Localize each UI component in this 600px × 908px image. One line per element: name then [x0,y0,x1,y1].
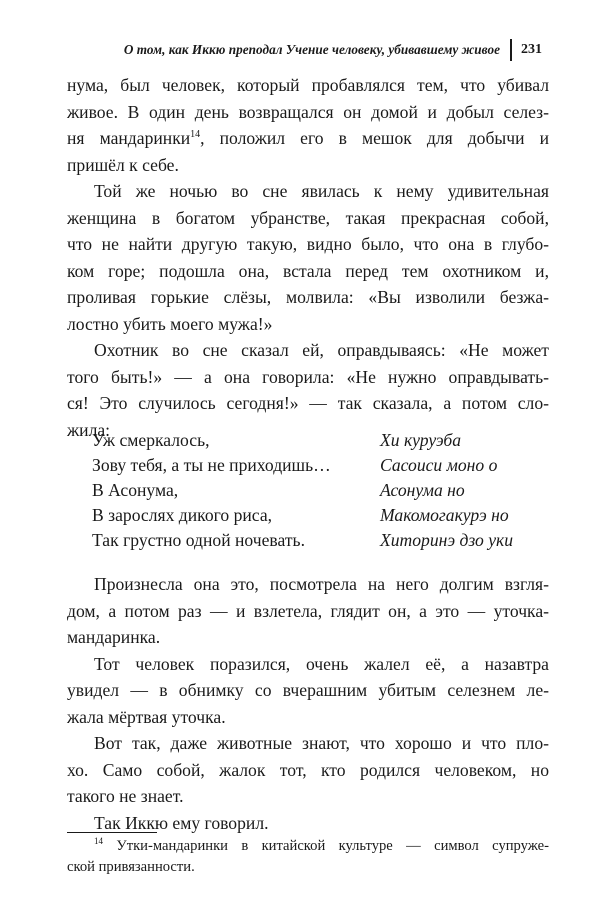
poem-japanese-line: Асонума но [380,480,465,500]
poem-japanese-line: Сасоиси моно о [380,455,498,475]
paragraph-5 [67,651,549,731]
poem-russian-line: В Асонума, [92,480,179,500]
text-line: Охотник во сне сказал ей, оправдываясь: «Не может [94,340,549,360]
poem [92,428,562,553]
header-divider [510,39,512,61]
paragraph-1 [67,72,549,178]
poem-japanese-line: Хиторинэ дзо уки [380,530,514,550]
text-line: того быть!» — а она говорила: «Не нужно оправдывать- [67,366,549,387]
main-text [67,72,549,443]
poem-row [92,503,562,528]
poem-russian-line: В зарослях дикого риса, [92,505,273,525]
text-line: живое. В один день возвращался он домой и добыл селез- [67,101,549,122]
paragraph-4 [67,571,549,651]
poem-japanese-line: Макомогакурэ но [380,505,509,525]
poem-russian-line: Зову тебя, а ты не приходишь… [92,455,331,475]
running-title: О том, как Иккю преподал Учение человеку, убивавшему живое [123,42,500,57]
text-line: пришёл к себе. [67,154,179,175]
poem-row [92,528,562,553]
text-line: лостно убить моего мужа!» [67,313,273,334]
text-line [67,125,549,152]
text-line: ком горе; подошла она, встала перед тем охотником и, [67,260,549,281]
text-line: дом, а потом раз — и взлетела, глядит он, а это — уточка- [67,600,549,621]
page-number: 231 [521,42,542,57]
paragraph-6 [67,730,549,810]
text-line: Тот человек поразился, очень жалел её, а назавтра [94,653,549,674]
text-line: Той же ночью во сне явилась к нему удивительная [94,181,549,201]
poem-russian-line: Уж смеркалось, [92,430,210,450]
text-line: жила: [67,419,111,440]
text-line: хо. Само собой, жалок тот, кто родился человеком, но [67,759,549,780]
text-line: Вот так, даже животные знают, что хорошо и что пло- [94,733,549,753]
text-line: женщина в богатом убранстве, такая прекрасная собой, [67,207,549,228]
footnote-line [67,836,549,857]
text-line: такого не знает. [67,786,184,806]
footnote-number: 14 [94,836,103,846]
text-line: Так Иккю ему говорил. [94,812,269,833]
text-line: жала мёртвая уточка. [67,706,226,727]
text-fragment: ня мандаринки [67,128,191,148]
text-line: мандаринка. [67,627,161,647]
footnote-reference[interactable]: 14 [190,129,201,140]
paragraph-2 [67,178,549,337]
text-line: что не найти другую такую, видно было, что она в глубо- [67,234,549,254]
poem-row [92,478,562,503]
poem-row [92,453,562,478]
footnote-line: ской привязанности. [67,859,195,875]
main-text-continued [67,571,549,836]
poem-row [92,428,562,453]
footnote-text: Утки-мандаринки в китайской культуре — символ супруже- [103,838,549,854]
text-line: увидел — в обнимку со вчерашним убитым селезнем ле- [67,680,549,700]
footnote-divider [67,832,157,833]
poem-russian-line: Так грустно одной ночевать. [92,530,305,550]
running-head [60,40,542,60]
footnote [67,836,549,878]
text-line: нума, был человек, который пробавлялся тем, что убивал [67,75,549,95]
poem-japanese-line: Хи куруэба [380,430,462,450]
text-fragment: , положил его в мешок для добычи и [200,128,549,148]
text-line: ся! Это случилось сегодня!» — так сказала, а потом сло- [67,393,549,413]
text-line: проливая горькие слёзы, молвила: «Вы изволили безжа- [67,287,549,307]
text-line: Произнесла она это, посмотрела на него долгим взгля- [94,574,549,594]
